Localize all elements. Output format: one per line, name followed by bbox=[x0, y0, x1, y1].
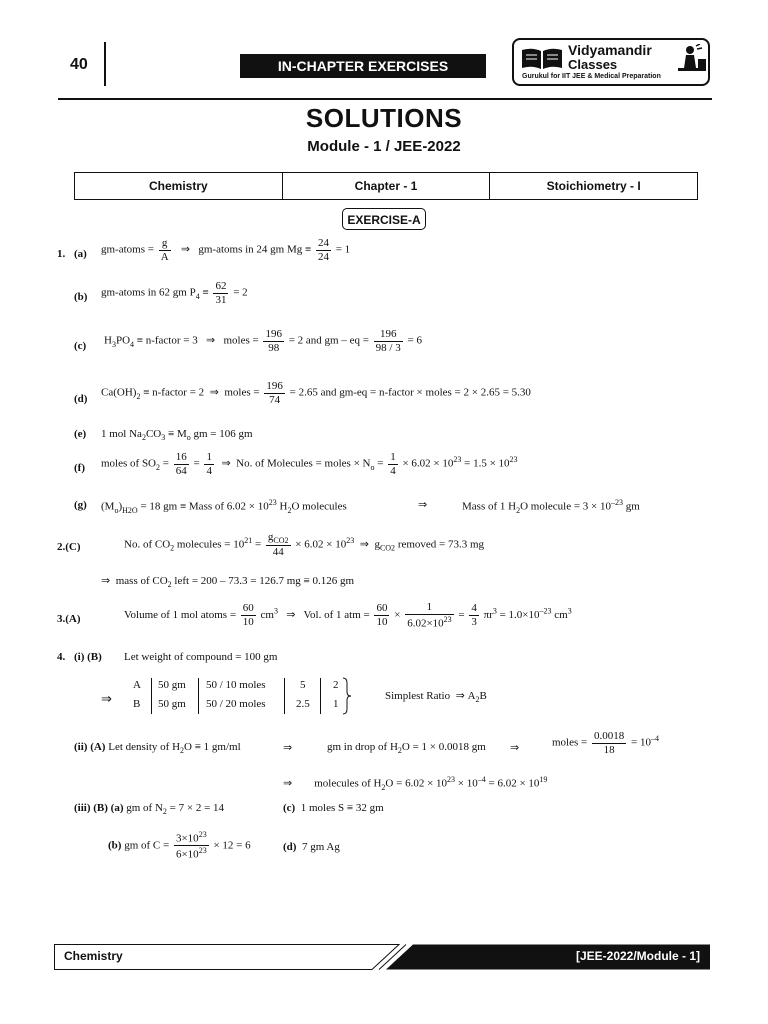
q4-ii-moles: moles = $\frac{0.0018}{18}$ = $10^{-4}$ bbox=[552, 730, 659, 756]
header-divider-vertical bbox=[104, 42, 106, 86]
q4-i-label: (i) (B) bbox=[74, 651, 102, 663]
open-book-icon bbox=[520, 47, 564, 71]
info-chapter: Chapter - 1 bbox=[283, 173, 491, 199]
matrix-divider-1 bbox=[151, 678, 152, 714]
logo-subtitle: Classes bbox=[568, 57, 618, 72]
header-banner: IN-CHAPTER EXERCISES bbox=[240, 54, 486, 78]
page-title: SOLUTIONS bbox=[305, 103, 463, 133]
q2-line2: ⇒ mass of $CO_2$ left = 200 – 73.3 = 126.7 mg ≡ 0.126 gm bbox=[101, 575, 355, 590]
info-subject: Chemistry bbox=[75, 173, 283, 199]
q4-ii-arrow2: ⇒ bbox=[510, 742, 520, 754]
footer-subject: Chemistry bbox=[64, 949, 123, 963]
q1c-label: (c) bbox=[74, 340, 87, 352]
info-topic: Stoichiometry - I bbox=[546, 179, 641, 193]
matrix-divider-4 bbox=[320, 678, 321, 714]
matrix-ratio-b: 1 bbox=[333, 698, 339, 710]
q1c-expression: $H_3PO_4$ ≡ n-factor = 3 ⇒ moles = $\frac{196}{98}$ = 2 and gm – eq = $\frac{196}{98 / 3}$ = 6 bbox=[104, 328, 422, 354]
page-number: 40 bbox=[70, 56, 88, 73]
q2-expression: No. of $CO_2$ molecules = $10^{21}$ = $\frac{g_{CO2}}{44}$ × $6.02 \times 10^{23}$ ⇒ $g_{CO2}$ removed = 73.3 mg bbox=[124, 531, 485, 559]
q1e-label: (e) bbox=[74, 428, 87, 440]
q4-ii-drop: gm in drop of $H_2O = 1 \times 0.0018$ gm bbox=[327, 741, 486, 756]
matrix-moles-b: 50 / 20 moles bbox=[206, 698, 266, 710]
q4-iii-line1: (iii) (B) (a) gm of $N_2 = 7 \times 2 = 14$ bbox=[74, 802, 225, 817]
q1e-expression: 1 mol $Na_2CO_3 \equiv M_o$ gm = 106 gm bbox=[101, 428, 253, 443]
q4-iii-b: (b) gm of C = $\frac{3\times 10^{23}}{6\times 10^{23}}$ × 12 = 6 bbox=[108, 830, 251, 861]
q1f-label: (f) bbox=[74, 462, 85, 474]
q4-ii-line2: ⇒ molecules of $H_2O = 6.02 \times 10^{23} \times 10^{-4} = 6.02 \times 10^{19}$ bbox=[283, 775, 548, 792]
q1b-expression: gm-atoms in 62 gm $P_4$ ≡ $\frac{62}{31}$ = 2 bbox=[101, 280, 248, 306]
logo-tagline: Gurukul for IIT JEE & Medical Preparation bbox=[522, 73, 661, 80]
q1g-label: (g) bbox=[74, 499, 87, 511]
logo-title: Vidyamandir bbox=[568, 42, 652, 58]
student-desk-icon bbox=[676, 44, 708, 80]
q4-iii-c: (c) 1 moles S ≡ 32 gm bbox=[283, 802, 384, 814]
info-table bbox=[74, 172, 698, 200]
matrix-el-b: B bbox=[133, 698, 141, 710]
q1g-expression: $(M_o)_{H2O} = 18$ gm ≡ Mass of $6.02 \times 10^{23}$ $H_2O$ molecules bbox=[101, 498, 347, 515]
q3-expression: Volume of 1 mol atoms = $\frac{60}{10}$ $cm^3$ ⇒ Vol. of 1 atm = $\frac{60}{10}$ × $\frac{1}{6.02\times 10^{23}}$ = $\frac{4}{3}$ $\pi r^3 = 1.0\times 10^{-23}$ $cm^3$ bbox=[124, 601, 572, 630]
q1g-result: Mass of 1 $H_2O$ molecule = $3 \times 10^{-23}$ gm bbox=[462, 498, 640, 515]
q1a-label: (a) bbox=[74, 248, 87, 260]
q4-matrix-arrow: ⇒ bbox=[101, 691, 112, 706]
simplest-ratio: Simplest Ratio ⇒ $A_2B$ bbox=[385, 690, 487, 705]
matrix-val-a: 5 bbox=[300, 679, 306, 691]
q3-number: 3.(A) bbox=[57, 613, 81, 625]
header-rule bbox=[58, 98, 712, 100]
q4-ii-line1: (ii) (A) Let density of $H_2O \equiv 1$ gm/ml bbox=[74, 741, 241, 756]
q4-iii-d: (d) 7 gm Ag bbox=[283, 841, 340, 853]
q1f-expression: moles of $SO_2$ = $\frac{16}{64}$ = $\frac{1}{4}$ ⇒ No. of Molecules = moles × $N_o$ = $\frac{1}{4}$ × $6.02 \times 10^{23} = 1.5 \times 10^{23}$ bbox=[101, 451, 518, 477]
footer-module: [JEE-2022/Module - 1] bbox=[575, 949, 700, 963]
matrix-divider-2 bbox=[198, 678, 199, 714]
q1b-label: (b) bbox=[74, 291, 88, 303]
q1g-arrow: ⇒ bbox=[418, 499, 428, 511]
exercise-label: EXERCISE-A bbox=[342, 208, 426, 230]
matrix-divider-3 bbox=[284, 678, 285, 714]
matrix-el-a: A bbox=[133, 679, 141, 691]
q1-number: 1. bbox=[57, 248, 66, 260]
matrix-mass-b: 50 gm bbox=[158, 698, 186, 710]
right-brace-icon bbox=[342, 677, 352, 715]
q1a-expression: gm-atoms = $\frac{g}{A}$ ⇒ gm-atoms in 24 gm Mg ≡ $\frac{24}{24}$ = 1 bbox=[101, 237, 351, 263]
q1d-expression: $Ca(OH)_2$ ≡ n-factor = 2 ⇒ moles = $\frac{196}{74}$ = 2.65 and gm-eq = n-factor × moles = 2 × 2.65 = 5.30 bbox=[101, 380, 531, 406]
matrix-ratio-a: 2 bbox=[333, 679, 339, 691]
footer-bar bbox=[54, 944, 710, 970]
q4-number: 4. bbox=[57, 651, 66, 663]
q4-i-text: Let weight of compound = 100 gm bbox=[124, 651, 278, 663]
matrix-mass-a: 50 gm bbox=[158, 679, 186, 691]
q2-number: 2.(C) bbox=[57, 541, 81, 553]
matrix-moles-a: 50 / 10 moles bbox=[206, 679, 266, 691]
q1d-label: (d) bbox=[74, 393, 88, 405]
logo-box bbox=[512, 38, 710, 86]
q4-ii-arrow1: ⇒ bbox=[283, 742, 293, 754]
matrix-val-b: 2.5 bbox=[296, 698, 310, 710]
page-subtitle: Module - 1 / JEE-2022 bbox=[307, 138, 461, 155]
